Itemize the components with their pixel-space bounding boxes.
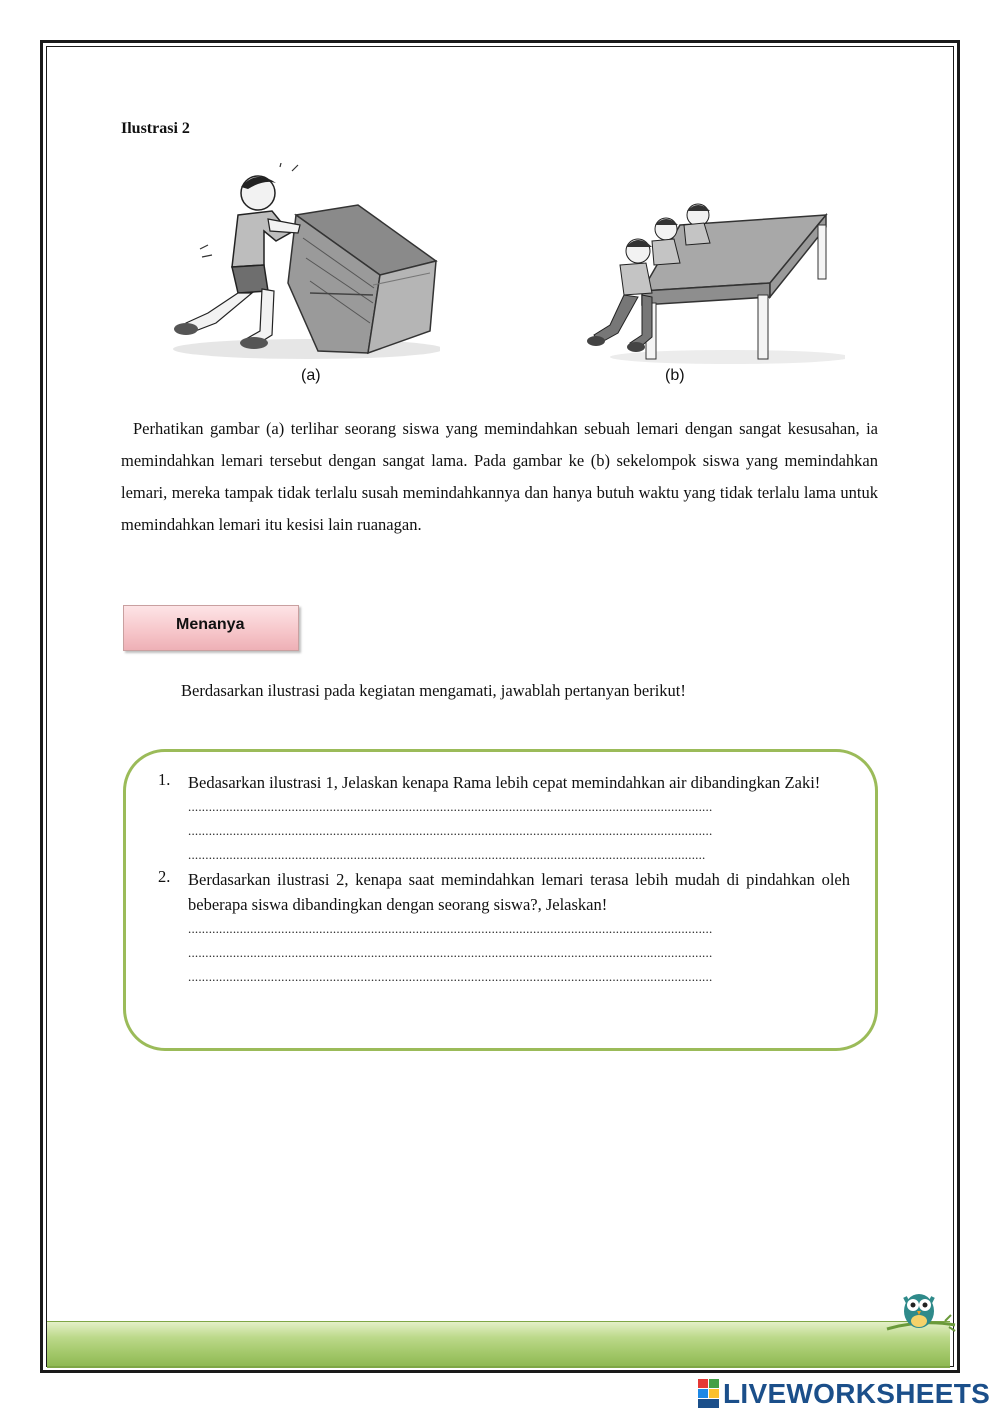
illustration-title: Ilustrasi 2 <box>121 120 190 137</box>
figure-b-image <box>580 185 845 365</box>
liveworksheets-logo <box>698 1378 990 1410</box>
cabinet-icon <box>288 205 436 353</box>
description-paragraph: Perhatikan gambar (a) terlihar seorang siswa yang memindahkan sebuah lemari dengan sangat kesusahan, ia memindahkan lemari tersebut dengan sangat lama. Pada gambar ke (b) sekelompok siswa yang memindahkan lemari, mereka tampak tidak terlalu susah memindahkannya dan hanya butuh waktu yang tidak terlalu lama untuk memindahkan lemari itu kesisi lain ruanagan. <box>121 419 878 534</box>
instruction-text: Berdasarkan ilustrasi pada kegiatan mengamati, jawablah pertanyan berikut! <box>181 681 686 700</box>
figure-b-caption: (b) <box>665 367 685 384</box>
boy-pushing-icon <box>174 163 300 349</box>
question-list <box>158 770 850 989</box>
question-item <box>158 867 850 989</box>
answer-line[interactable]: ........................................................................................................................................................ <box>188 799 713 814</box>
answer-line[interactable]: ........................................................................................................................................................ <box>188 921 713 936</box>
menanya-label: Menanya <box>123 605 299 651</box>
answer-line[interactable]: ........................................................................................................................................................ <box>188 823 713 838</box>
answer-line[interactable]: ...................................................................................................................................................... <box>188 847 706 862</box>
figure-a-caption: (a) <box>301 367 321 384</box>
figure-a-image <box>168 163 440 361</box>
liveworksheets-badge-icon <box>698 1379 720 1409</box>
answer-line[interactable]: ........................................................................................................................................................ <box>188 945 713 960</box>
question-text: Berdasarkan ilustrasi 2, kenapa saat memindahkan lemari terasa lebih mudah di pindahkan oleh beberapa siswa dibandingkan dengan seorang siswa?, Jelaskan! <box>188 870 850 914</box>
owl-icon <box>885 1285 957 1341</box>
footer-bar <box>47 1321 950 1368</box>
answer-line[interactable]: ........................................................................................................................................................ <box>188 969 713 984</box>
question-text: Bedasarkan ilustrasi 1, Jelaskan kenapa Rama lebih cepat memindahkan air dibandingkan Zaki! <box>188 773 821 792</box>
question-item <box>158 770 850 867</box>
question-number: 2. <box>158 867 171 886</box>
question-number: 1. <box>158 770 171 789</box>
liveworksheets-wordmark: LIVEWORKSHEETS <box>723 1378 991 1409</box>
